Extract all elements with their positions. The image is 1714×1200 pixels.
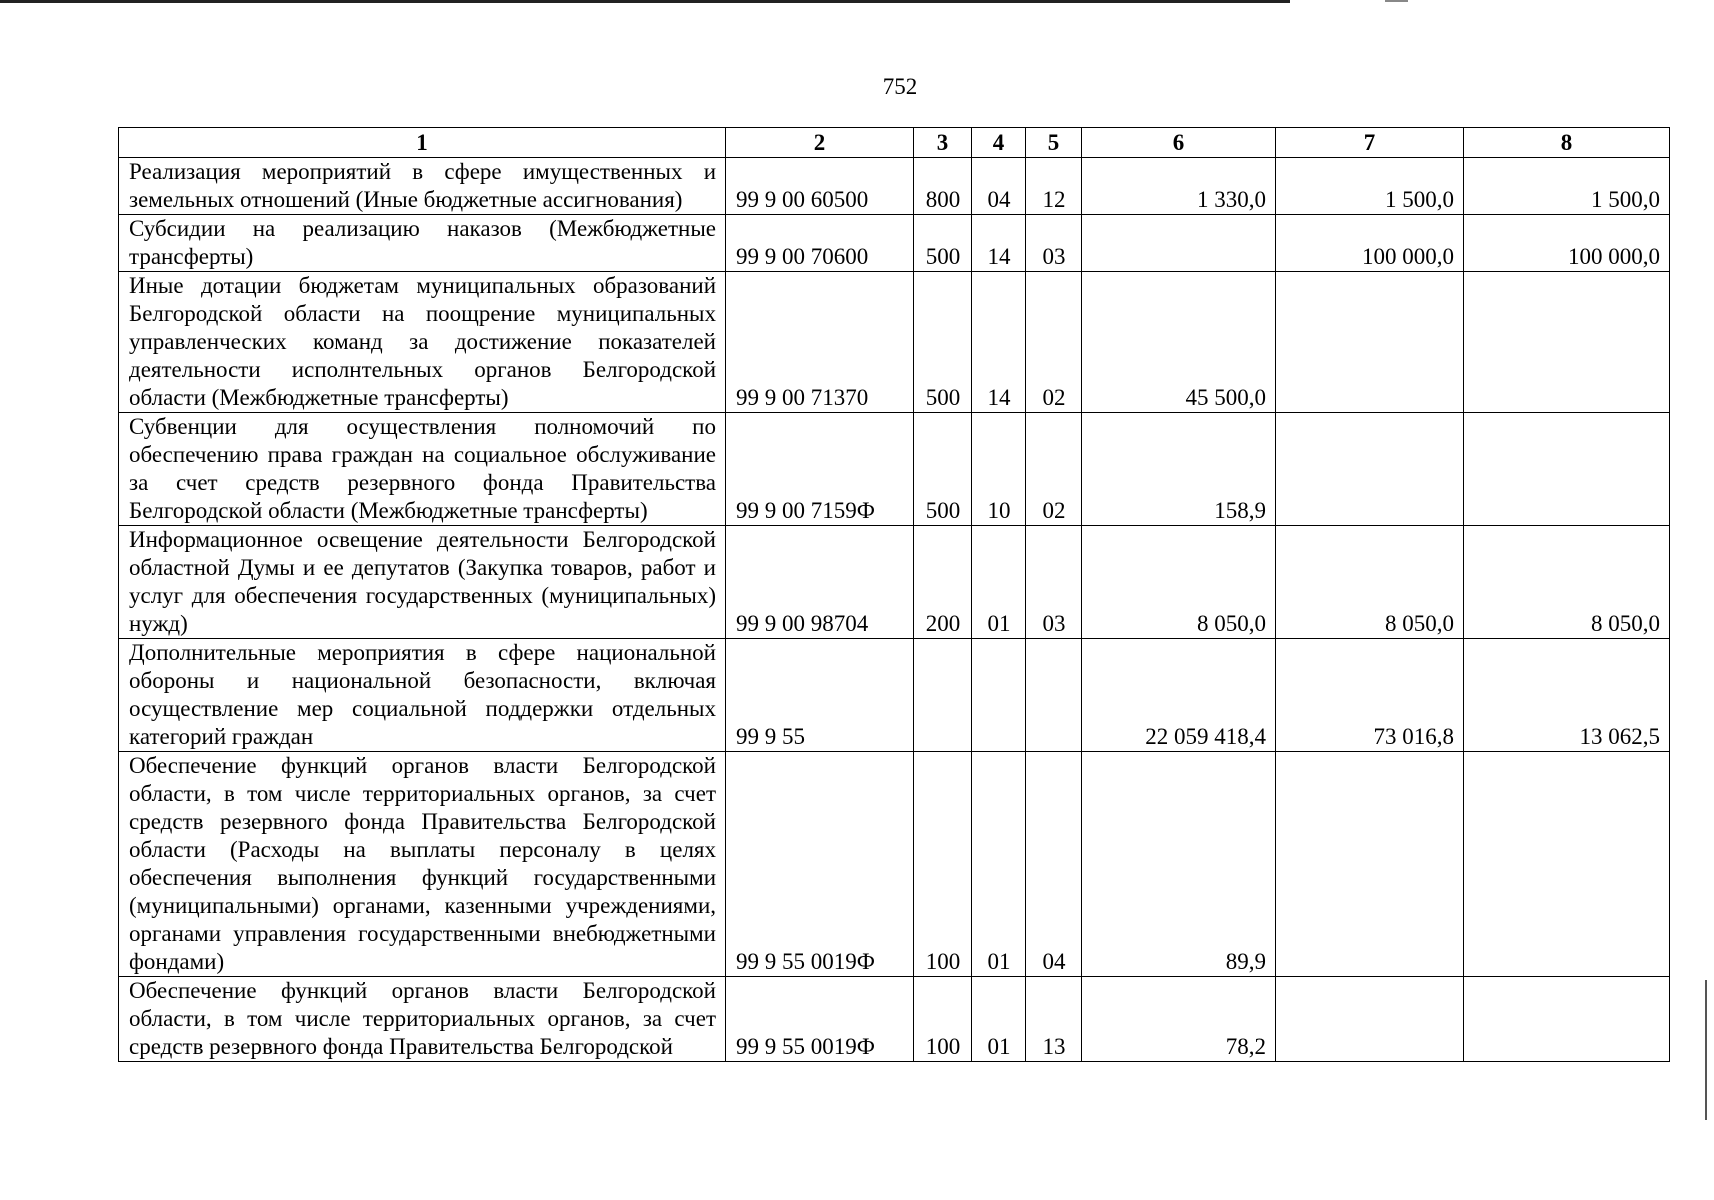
- row-col-7: [1276, 752, 1464, 977]
- column-header: 2: [726, 128, 914, 158]
- column-header: 8: [1464, 128, 1670, 158]
- row-col-8: [1464, 413, 1670, 526]
- row-code: 99 9 00 7159Ф: [726, 413, 914, 526]
- row-col-5: 02: [1026, 413, 1082, 526]
- table-row: [119, 215, 1670, 272]
- table-row: [119, 752, 1670, 977]
- row-col-4: 10: [972, 413, 1026, 526]
- row-col-6: 45 500,0: [1082, 272, 1276, 413]
- row-col-8: [1464, 272, 1670, 413]
- row-col-8: [1464, 752, 1670, 977]
- row-code: 99 9 55 0019Ф: [726, 752, 914, 977]
- column-header: 1: [119, 128, 726, 158]
- scan-edge-right: [1705, 980, 1707, 1120]
- row-col-4: 14: [972, 215, 1026, 272]
- row-col-5: 03: [1026, 526, 1082, 639]
- row-col-3: 500: [914, 272, 972, 413]
- row-col-3: 500: [914, 413, 972, 526]
- row-description: Реализация мероприятий в сфере имущественных и земельных отношений (Иные бюджетные ассигнования): [119, 158, 726, 215]
- row-description: Обеспечение функций органов власти Белгородской области, в том числе территориальных органов, за счет средств резервного фонда Правительства Белгородской области (Расходы на выплаты персоналу в целях обеспечения выполнения функций государственными (муниципальными) органами, казенными учреждениями, органами управления государственными внебюджетными фондами): [119, 752, 726, 977]
- row-col-3: 200: [914, 526, 972, 639]
- row-col-3: 500: [914, 215, 972, 272]
- row-col-3: 100: [914, 752, 972, 977]
- row-col-4: 01: [972, 526, 1026, 639]
- row-col-4: 04: [972, 158, 1026, 215]
- row-description: Информационное освещение деятельности Белгородской областной Думы и ее депутатов (Закупка товаров, работ и услуг для обеспечения государственных (муниципальных) нужд): [119, 526, 726, 639]
- column-header: 7: [1276, 128, 1464, 158]
- row-col-4: 14: [972, 272, 1026, 413]
- row-col-5: 12: [1026, 158, 1082, 215]
- row-col-5: [1026, 639, 1082, 752]
- row-col-6: 8 050,0: [1082, 526, 1276, 639]
- row-col-5: 13: [1026, 977, 1082, 1062]
- row-col-8: 13 062,5: [1464, 639, 1670, 752]
- table-header-row: [119, 128, 1670, 158]
- row-code: 99 9 00 70600: [726, 215, 914, 272]
- row-col-6: 89,9: [1082, 752, 1276, 977]
- table-row: [119, 639, 1670, 752]
- table-row: [119, 526, 1670, 639]
- row-code: 99 9 00 98704: [726, 526, 914, 639]
- column-header: 4: [972, 128, 1026, 158]
- row-col-7: [1276, 272, 1464, 413]
- row-col-6: 22 059 418,4: [1082, 639, 1276, 752]
- row-col-5: 02: [1026, 272, 1082, 413]
- row-description: Обеспечение функций органов власти Белгородской области, в том числе территориальных органов, за счет средств резервного фонда Правительства Белгородской: [119, 977, 726, 1062]
- column-header: 6: [1082, 128, 1276, 158]
- row-col-8: 100 000,0: [1464, 215, 1670, 272]
- row-col-5: 04: [1026, 752, 1082, 977]
- row-description: Дополнительные мероприятия в сфере национальной обороны и национальной безопасности, включая осуществление мер социальной поддержки отдельных категорий граждан: [119, 639, 726, 752]
- row-description: Субсидии на реализацию наказов (Межбюджетные трансферты): [119, 215, 726, 272]
- row-col-6: 158,9: [1082, 413, 1276, 526]
- scan-edge-top-fragment: [1385, 0, 1408, 2]
- budget-table: [118, 127, 1670, 1062]
- page-number: 752: [882, 74, 918, 99]
- row-description: Иные дотации бюджетам муниципальных образований Белгородской области на поощрение муниципальных управленческих команд за достижение показателей деятельности исполнтельных органов Белгородской области (Межбюджетные трансферты): [119, 272, 726, 413]
- row-code: 99 9 00 71370: [726, 272, 914, 413]
- row-code: 99 9 55 0019Ф: [726, 977, 914, 1062]
- column-header: 5: [1026, 128, 1082, 158]
- row-col-7: [1276, 413, 1464, 526]
- row-col-7: 100 000,0: [1276, 215, 1464, 272]
- row-col-3: [914, 639, 972, 752]
- row-col-7: 8 050,0: [1276, 526, 1464, 639]
- row-col-8: 1 500,0: [1464, 158, 1670, 215]
- row-col-7: [1276, 977, 1464, 1062]
- row-col-6: 78,2: [1082, 977, 1276, 1062]
- row-col-6: [1082, 215, 1276, 272]
- row-col-5: 03: [1026, 215, 1082, 272]
- table-row: [119, 158, 1670, 215]
- row-code: 99 9 55: [726, 639, 914, 752]
- table-row: [119, 977, 1670, 1062]
- row-col-3: 800: [914, 158, 972, 215]
- row-col-7: 73 016,8: [1276, 639, 1464, 752]
- row-col-3: 100: [914, 977, 972, 1062]
- row-col-8: [1464, 977, 1670, 1062]
- row-col-4: [972, 639, 1026, 752]
- table-row: [119, 413, 1670, 526]
- row-code: 99 9 00 60500: [726, 158, 914, 215]
- scan-edge-top: [0, 0, 1290, 3]
- row-description: Субвенции для осуществления полномочий по обеспечению права граждан на социальное обслуживание за счет средств резервного фонда Правительства Белгородской области (Межбюджетные трансферты): [119, 413, 726, 526]
- table-row: [119, 272, 1670, 413]
- row-col-7: 1 500,0: [1276, 158, 1464, 215]
- row-col-6: 1 330,0: [1082, 158, 1276, 215]
- row-col-4: 01: [972, 977, 1026, 1062]
- column-header: 3: [914, 128, 972, 158]
- row-col-4: 01: [972, 752, 1026, 977]
- row-col-8: 8 050,0: [1464, 526, 1670, 639]
